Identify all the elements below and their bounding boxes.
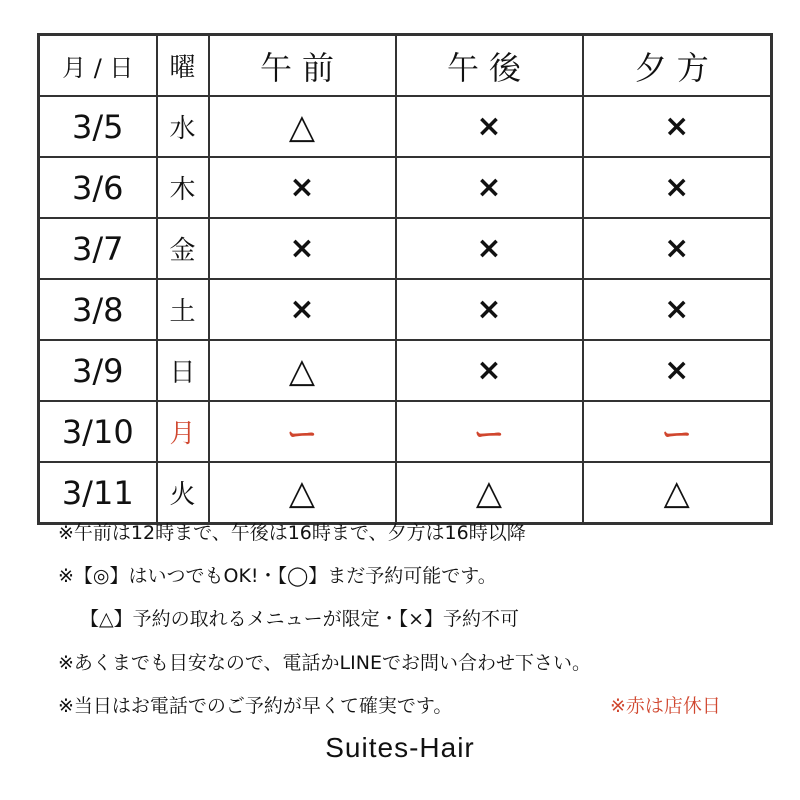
row-day-of-week: 水 xyxy=(157,96,209,157)
availability-evening: × xyxy=(583,279,772,340)
row-date: 3/7 xyxy=(39,218,157,279)
availability-morning: × xyxy=(209,218,396,279)
header-morning: 午前 xyxy=(209,35,396,97)
row-day-of-week: 日 xyxy=(157,340,209,401)
header-evening: 夕方 xyxy=(583,35,772,97)
row-date: 3/5 xyxy=(39,96,157,157)
row-date: 3/8 xyxy=(39,279,157,340)
availability-afternoon: × xyxy=(396,157,583,218)
table-row xyxy=(39,279,772,340)
schedule-table xyxy=(37,33,773,525)
availability-morning: × xyxy=(209,157,396,218)
note-closed-day: ※赤は店休日 xyxy=(610,695,721,717)
availability-morning: ー xyxy=(209,401,396,462)
availability-afternoon: × xyxy=(396,340,583,401)
note-guideline: ※あくまでも目安なので、電話かLINEでお問い合わせ下さい。 xyxy=(58,652,591,674)
row-day-of-week: 金 xyxy=(157,218,209,279)
availability-afternoon: × xyxy=(396,96,583,157)
note-hours: ※午前は12時まで、午後は16時まで、夕方は16時以降 xyxy=(58,522,526,544)
availability-evening: × xyxy=(583,340,772,401)
row-day-of-week: 木 xyxy=(157,157,209,218)
row-day-of-week: 火 xyxy=(157,462,209,524)
row-day-of-week: 月 xyxy=(157,401,209,462)
row-day-of-week: 土 xyxy=(157,279,209,340)
availability-morning: △ xyxy=(209,340,396,401)
availability-morning: △ xyxy=(209,96,396,157)
row-date: 3/9 xyxy=(39,340,157,401)
availability-evening: × xyxy=(583,218,772,279)
header-day-of-week: 曜 xyxy=(157,35,209,97)
availability-afternoon: × xyxy=(396,279,583,340)
row-date: 3/6 xyxy=(39,157,157,218)
table-row xyxy=(39,462,772,524)
availability-afternoon: △ xyxy=(396,462,583,524)
header-row xyxy=(39,35,772,97)
availability-evening: × xyxy=(583,157,772,218)
availability-evening: △ xyxy=(583,462,772,524)
table-row xyxy=(39,218,772,279)
row-date: 3/10 xyxy=(39,401,157,462)
table-row xyxy=(39,340,772,401)
note-same-day: ※当日はお電話でのご予約が早くて確実です。 xyxy=(58,695,453,717)
brand-name: Suites-Hair xyxy=(325,732,475,763)
header-date: 月 / 日 xyxy=(39,35,157,97)
availability-afternoon: ー xyxy=(396,401,583,462)
table-row xyxy=(39,401,772,462)
availability-evening: ー xyxy=(583,401,772,462)
availability-evening: × xyxy=(583,96,772,157)
note-legend-1: ※【◎】はいつでもOK!・【◯】まだ予約可能です。 xyxy=(58,565,497,587)
availability-morning: △ xyxy=(209,462,396,524)
table-row xyxy=(39,157,772,218)
table-row xyxy=(39,96,772,157)
header-afternoon: 午後 xyxy=(396,35,583,97)
row-date: 3/11 xyxy=(39,462,157,524)
availability-morning: × xyxy=(209,279,396,340)
availability-afternoon: × xyxy=(396,218,583,279)
note-legend-2: 【△】予約の取れるメニューが限定・【×】予約不可 xyxy=(80,608,520,630)
